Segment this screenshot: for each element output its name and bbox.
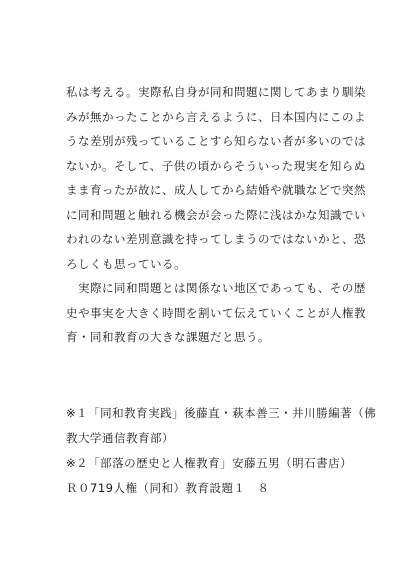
paragraph-1-line: ろしくも思っている。 bbox=[66, 256, 186, 271]
document-code: Ｒ０719人権（同和）教育設題１ ８ bbox=[66, 481, 270, 495]
footnote-line: 教大学通信教育部） bbox=[66, 431, 174, 445]
paragraph-2-line: 実際に同和問題とは関係ない地区であっても、その歴 bbox=[66, 281, 366, 295]
paragraph-1-line: に同和問題と触れる機会が会った際に浅はかな知識でい bbox=[66, 207, 366, 222]
paragraph-1-line: 私は考える。実際私自身が同和問題に関してあまり馴染 bbox=[66, 85, 366, 99]
footnotes bbox=[66, 401, 377, 501]
paragraph-2-line: 史や事実を大きく時間を割いて伝えていくことが人権教 bbox=[66, 305, 366, 320]
paragraph-1-line: うな差別が残っていることすら知らない者が多いのでは bbox=[66, 134, 366, 148]
paragraph-1-line: みが無かったことから言えるように、日本国内にこのよ bbox=[66, 109, 366, 124]
paragraph-1-line: まま育ったが故に、成人してから結婚や就職などで突然 bbox=[66, 183, 366, 197]
paragraph-1-line: われのない差別意識を持ってしまうのではないかと、恐 bbox=[66, 232, 366, 246]
body-text bbox=[66, 80, 366, 350]
paragraph-1-line: ないか。そして、子供の頃からそういった現実を知らぬ bbox=[66, 158, 366, 173]
footnote-line: ※２「部落の歴史と人権教育」安藤五男（明石書店） bbox=[66, 456, 353, 470]
paragraph-2-line: 育・同和教育の大きな課題だと思う。 bbox=[66, 330, 270, 344]
footnote-line: ※１「同和教育実践」後藤直・萩本善三・井川勝編著（佛 bbox=[66, 406, 377, 420]
